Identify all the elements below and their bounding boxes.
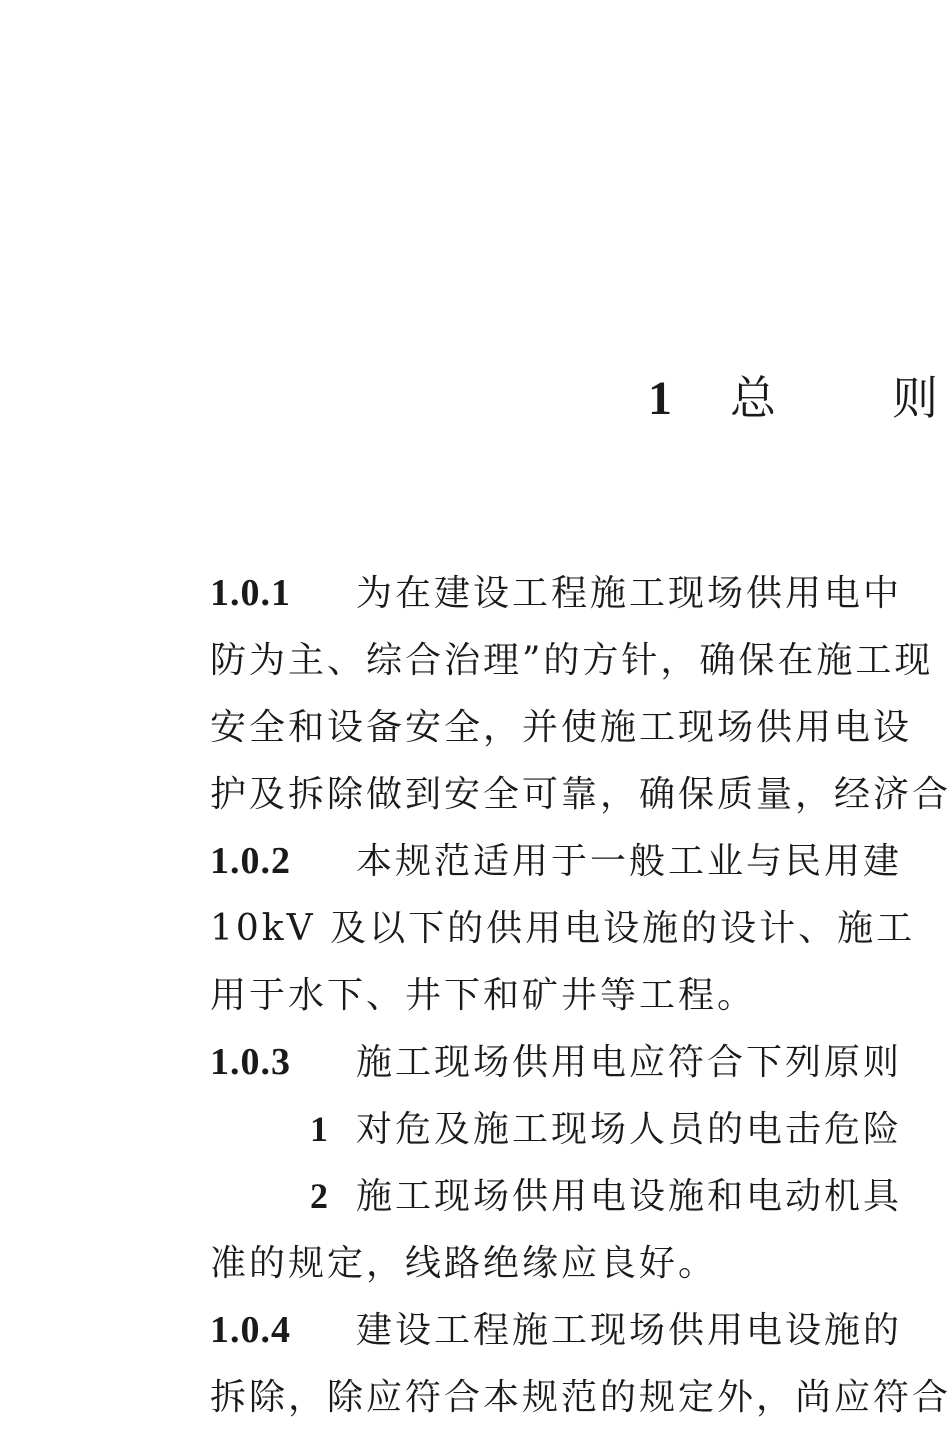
clause-text: 护及拆除做到安全可靠，确保质量，经济合	[210, 774, 951, 815]
clause-1-0-3-item-2-line-2	[210, 1230, 950, 1297]
clause-text: 安全和设备安全，并使施工现场供用电设	[210, 707, 913, 748]
chapter-title-char-1: 总	[730, 371, 776, 425]
clause-text: 用于水下、井下和矿井等工程。	[210, 975, 757, 1016]
clause-1-0-2-line-1	[210, 828, 950, 895]
clause-1-0-3-item-2-line-1	[210, 1163, 950, 1230]
clause-text: 建设工程施工现场供用电设施的	[356, 1310, 903, 1351]
chapter-body	[210, 560, 950, 1431]
clause-1-0-1-line-1	[210, 560, 950, 627]
chapter-number: 1	[648, 372, 672, 425]
item-text: 对危及施工现场人员的电击危险	[356, 1109, 903, 1150]
clause-text: 为在建设工程施工现场供用电中	[356, 573, 903, 614]
clause-text: 施工现场供用电应符合下列原则	[356, 1042, 903, 1083]
item-number	[210, 1096, 356, 1163]
clause-1-0-3-line-1	[210, 1029, 950, 1096]
chapter-title-char-2: 则	[892, 371, 938, 425]
clause-text: 本规范适用于一般工业与民用建	[356, 841, 903, 882]
chapter-heading	[648, 368, 938, 429]
item-text: 准的规定，线路绝缘应良好。	[210, 1243, 718, 1284]
clause-1-0-1-line-4	[210, 761, 950, 828]
item-text: 施工现场供用电设施和电动机具	[356, 1176, 903, 1217]
clause-1-0-2-line-2	[210, 895, 950, 962]
clause-1-0-1-line-3	[210, 694, 950, 761]
clause-number: 1.0.4	[210, 1309, 291, 1351]
clause-1-0-3-item-1	[210, 1096, 950, 1163]
clause-1-0-2-line-3	[210, 962, 950, 1029]
clause-1-0-4-line-1	[210, 1297, 950, 1364]
clause-1-0-4-line-2	[210, 1364, 950, 1431]
clause-number: 1.0.3	[210, 1041, 291, 1083]
clause-1-0-1-line-2	[210, 627, 950, 694]
clause-number: 1.0.2	[210, 840, 291, 882]
clause-text: 拆除，除应符合本规范的规定外，尚应符合	[210, 1377, 951, 1418]
clause-text: 10kV 及以下的供用电设施的设计、施工	[210, 908, 916, 949]
clause-number: 1.0.1	[210, 572, 291, 614]
item-number	[210, 1163, 356, 1230]
item-number-text: 1	[310, 1109, 331, 1149]
item-number-text: 2	[310, 1176, 331, 1216]
clause-text: 防为主、综合治理”的方针，确保在施工现	[210, 640, 934, 681]
